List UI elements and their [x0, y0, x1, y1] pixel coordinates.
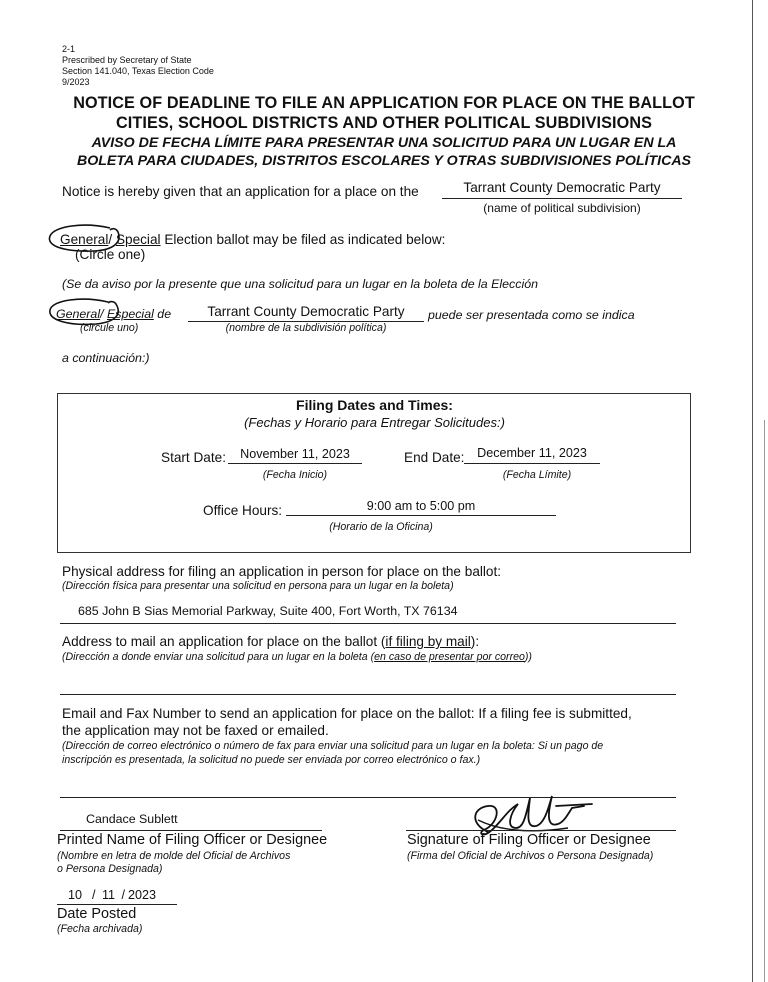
date-posted-month: 10: [67, 888, 82, 902]
physical-address-label-es: (Dirección física para presentar una solicitud en persona para un lugar en la boleta): [62, 580, 454, 592]
section-reference: Section 141.040, Texas Election Code: [62, 66, 214, 76]
filing-heading: Filing Dates and Times:: [296, 397, 453, 413]
circle-one-label: (Circle one): [75, 247, 146, 262]
date-posted-value: 10 / 11 / 2023: [58, 888, 159, 902]
date-posted-label: Date Posted: [57, 906, 137, 922]
title-line-1: NOTICE OF DEADLINE TO FILE AN APPLICATION FOR PLACE ON THE BALLOT: [73, 94, 695, 112]
officer-name-line: [60, 830, 322, 831]
option-general-es: General: [56, 307, 101, 321]
election-type-line: General/ Special Election ballot may be filed as indicated below:: [60, 232, 446, 247]
title-line-2: CITIES, SCHOOL DISTRICTS AND OTHER POLITICAL SUBDIVISIONS: [115, 114, 653, 132]
prescribed-by: Prescribed by Secretary of State: [62, 55, 192, 65]
office-hours-label: Office Hours:: [203, 503, 283, 518]
subdivision-name-line: [442, 198, 682, 199]
filing-heading-es: (Fechas y Horario para Entregar Solicitudes:): [244, 415, 505, 430]
form-number: 2-1: [62, 44, 76, 54]
start-date-line: [228, 463, 362, 464]
end-date-label: End Date:: [404, 450, 465, 465]
hand-circle-general: [44, 222, 128, 260]
option-general: General: [60, 232, 109, 247]
email-fax-label-es-1: (Dirección de correo electrónico o número de fax para enviar una solicitud para un lugar en la boleta: Si un pago de: [62, 740, 604, 752]
end-date-value: December 11, 2023: [477, 446, 587, 460]
date-posted-label-es: (Fecha archivada): [57, 923, 143, 935]
officer-name-label: Printed Name of Filing Officer or Designee: [57, 832, 328, 848]
physical-address-value: 685 John B Sias Memorial Parkway, Suite 400, Fort Worth, TX 76134: [78, 604, 458, 618]
officer-name-value: Candace Sublett: [86, 812, 178, 826]
physical-address-line: [60, 623, 676, 624]
start-date-caption: (Fecha Inicio): [262, 469, 328, 481]
circle-one-es: (circule uno): [80, 322, 139, 334]
office-hours-caption: (Horario de la Oficina): [329, 521, 433, 533]
email-fax-label-es-2: inscripción es presentada, la solicitud no puede ser enviada por correo electrónico o fax.): [62, 754, 481, 766]
notice-es-continuation: a continuación:): [62, 351, 150, 365]
office-hours-value: 9:00 am to 5:00 pm: [366, 499, 476, 513]
scan-edge-far-right: [764, 420, 765, 982]
notice-intro: Notice is hereby given that an application for a place on the: [62, 184, 419, 199]
start-date-label: Start Date:: [161, 450, 226, 465]
officer-name-label-es-1: (Nombre en letra de molde del Oficial de Archivos: [57, 850, 291, 862]
email-fax-label-2: the application may not be faxed or emailed.: [62, 723, 329, 738]
title-es-line-1: AVISO DE FECHA LÍMITE PARA PRESENTAR UNA SOLICITUD PARA UN LUGAR EN LA: [91, 135, 677, 151]
notice-es-line-1: (Se da aviso por la presente que una solicitud para un lugar en la boleta de la Elección: [62, 277, 538, 291]
election-ballot-text: Election ballot may be filed as indicated below:: [164, 232, 446, 247]
date-posted-day: 11: [101, 888, 116, 902]
option-especial-es: Especial: [107, 307, 154, 321]
mail-address-line: [60, 694, 676, 695]
scan-edge-right: [752, 0, 753, 982]
officer-name-label-es-2: o Persona Designada): [57, 863, 163, 875]
signature-label-es: (Firma del Oficial de Archivos o Persona Designada): [407, 850, 654, 862]
physical-address-label: Physical address for filing an application in person for place on the ballot:: [62, 564, 502, 579]
subdivision-name-value: Tarrant County Democratic Party: [463, 180, 661, 195]
email-fax-label-1: Email and Fax Number to send an application for place on the ballot: If a filing fee is submitted,: [62, 706, 632, 721]
mail-address-label: Address to mail an application for place on the ballot (if filing by mail):: [62, 634, 480, 649]
notice-es-tail: puede ser presentada como se indica: [428, 308, 635, 322]
office-hours-line: [286, 515, 556, 516]
subdivision-name-caption: (name of political subdivision): [483, 201, 641, 215]
subdivision-caption-es: (nombre de la subdivisión política): [225, 322, 387, 334]
date-posted-year: 2023: [127, 888, 157, 902]
hand-circle-general-es: [44, 296, 128, 336]
subdivision-name-es-value: Tarrant County Democratic Party: [207, 304, 405, 319]
title-es-line-2: BOLETA PARA CIUDADES, DISTRITOS ESCOLARES Y OTRAS SUBDIVISIONES POLÍTICAS: [76, 153, 692, 169]
signature-line: [406, 830, 676, 831]
option-special: Special: [115, 232, 161, 247]
start-date-value: November 11, 2023: [240, 447, 350, 461]
date-posted-line: [57, 904, 177, 905]
mail-address-label-es: (Dirección a donde enviar una solicitud para un lugar en la boleta (en caso de presentar por correo)): [62, 651, 532, 663]
signature-label: Signature of Filing Officer or Designee: [407, 832, 651, 848]
end-date-caption: (Fecha Límite): [502, 469, 572, 481]
election-type-es: General/ Especial de: [56, 307, 172, 321]
end-date-line: [464, 463, 600, 464]
form-date: 9/2023: [62, 77, 90, 87]
